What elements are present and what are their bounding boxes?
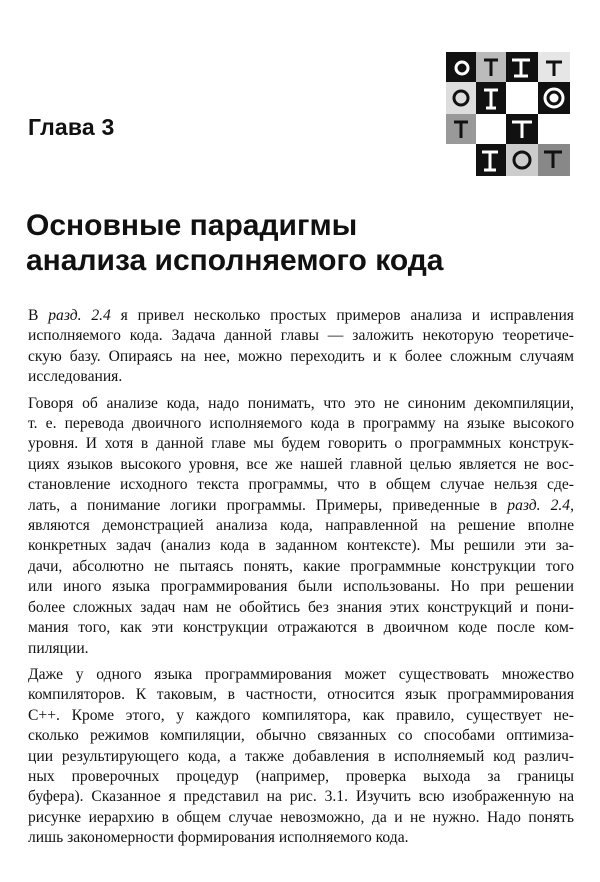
text-line: ных проверочных процедур (например, проверка выхода за границы [28,767,574,785]
chapter-emblem-icon [446,52,570,176]
chapter-title-line: анализа исполняемого кода [26,244,444,277]
text-line: являются демонстрацией анализа кода, направленной на решение вполне [28,517,574,535]
text-line: пиляции. [28,639,89,657]
chapter-number: Глава 3 [28,114,115,140]
chapter-title [26,208,566,278]
paragraph [28,306,574,388]
text-line: исследования. [28,368,123,386]
text-line: Говоря об анализе кода, надо понимать, что это не синоним декомпиляции, [28,394,574,412]
text-line: конкретных задач (анализ кода в заданном контексте). Мы решили эти за- [28,537,574,555]
text-line: C++. Кроме этого, у каждого компилятора, как правило, существует не- [28,706,574,724]
text-line: или иного языка программирования были использованы. Но при решении [28,578,574,596]
body-text [28,306,574,855]
text-line: рисунке иерархию в общем случае невозможно, да и не нужно. Надо понять [28,808,574,826]
text-line: становление исходного текста программы, что в общем случае нельзя сде- [28,476,574,494]
text-line: исполняемого кода. Задача данной главы — заложить некоторую теоретиче- [28,327,574,345]
text-line: В разд. 2.4 я привел несколько простых примеров анализа и исправления [28,307,574,324]
text-line: мания того, как эти конструкции отражаются в двоичном коде после ком- [28,619,574,637]
text-line: лишь закономерности формирования исполняемого кода. [28,829,409,847]
chapter-title-line: Основные парадигмы [26,209,358,242]
text-line: лать, а понимание логики программы. Примеры, приведенные в разд. 2.4, [28,496,574,514]
text-line: Даже у одного языка программирования может существовать множество [28,665,574,683]
text-line: дачи, абсолютно не пытаясь понять, какие программные конструкции того [28,557,574,575]
text-line: сколько режимов компиляции, обычно связанных со способами оптимиза- [28,727,574,745]
text-line: компиляторов. К таковым, в частности, относится язык программирования [28,686,574,704]
text-line: уровня. И хотя в данной главе мы будем говорить о программных конструк- [28,435,574,453]
text-line: ции результирующего кода, а также добавления в исполняемый код различ- [28,747,574,765]
text-line: более сложных задач нам не обойтись без знания этих конструкций и пони- [28,598,574,616]
text-line: буфера). Сказанное я представил на рис. 3.1. Изучить всю изображенную на [28,788,574,806]
text-line: скую базу. Опираясь на нее, можно переходить и к более сложным случаям [28,347,574,365]
paragraph [28,394,574,659]
text-line: т. е. перевода двоичного исполняемого кода в программу на языке высокого [28,415,574,433]
text-line: циях языков высокого уровня, все же нашей главной целью является не вос- [28,455,574,473]
paragraph [28,665,574,849]
